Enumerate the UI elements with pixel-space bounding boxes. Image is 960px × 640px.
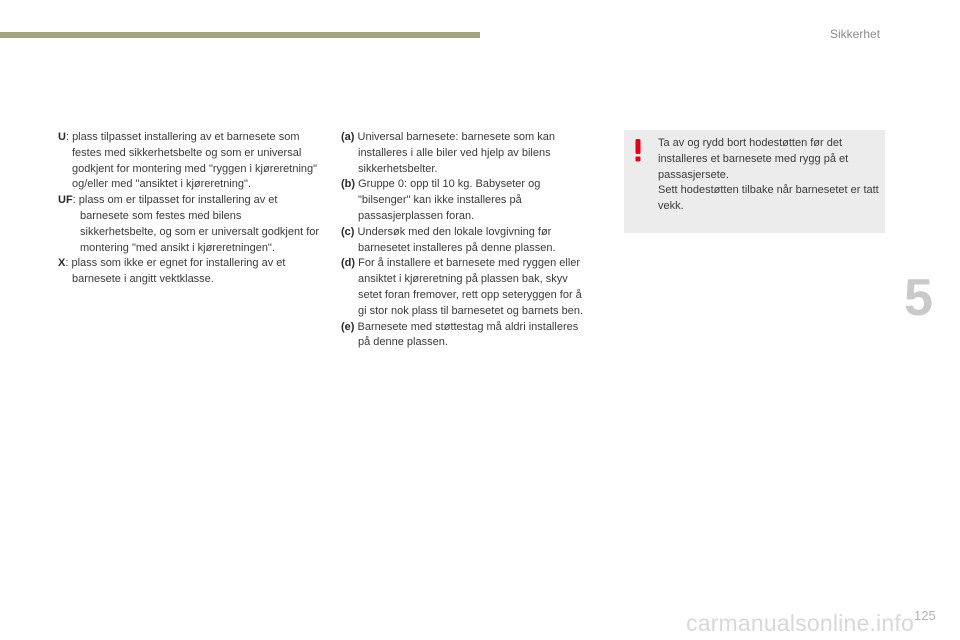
definition-key: U	[58, 131, 66, 143]
note-key: (a)	[341, 131, 355, 143]
note-c	[341, 225, 586, 257]
note-text: Universal barnesete: barnesete som kan installeres i alle biler ved hjelp av bilens sikkerhetsbelter.	[354, 131, 556, 175]
header-accent-bar	[0, 32, 480, 38]
note-text: Barnesete med støttestag må aldri installeres på denne plassen.	[354, 320, 579, 349]
definition-u	[58, 130, 320, 193]
notes-column	[341, 130, 586, 351]
note-text: For å installere et barnesete med ryggen eller ansiktet i kjøreretning på plassen bak, skyv setet foran fremover, rett opp seteryggen for å gi stor nok plass til barnesetet og barnets ben.	[355, 257, 584, 317]
exclamation-icon	[634, 138, 642, 162]
note-d	[341, 256, 586, 319]
note-text: Undersøk med den lokale lovgivning før barnesetet installeres på denne plassen.	[354, 225, 556, 254]
definition-key: UF	[58, 194, 73, 207]
note-b	[341, 177, 586, 224]
warning-text	[658, 136, 880, 215]
page-number: 125	[914, 608, 936, 623]
note-key: (c)	[341, 225, 355, 238]
note-text: Gruppe 0: opp til 10 kg. Babyseter og "bilsenger" kan ikke installeres på passasjerplassen foran.	[355, 178, 541, 222]
warning-line-2: Sett hodestøtten tilbake når barnesetet er tatt vekk.	[658, 184, 879, 213]
section-title: Sikkerhet	[830, 27, 881, 41]
definition-uf	[58, 193, 320, 256]
definition-text: : plass som ikke er egnet for installering av et barnesete i angitt vektklasse.	[65, 257, 286, 286]
definitions-column	[58, 130, 320, 288]
definition-key: X	[58, 257, 66, 270]
note-key: (b)	[341, 178, 356, 191]
definition-text: : plass tilpasset installering av et barnesete som festes med sikkerhetsbelte og som er universal godkjent for montering med "ryggen i kjøreretning" og/eller med "ansiktet i kjøreretning".	[65, 131, 318, 191]
warning-box	[624, 130, 885, 233]
note-e	[341, 320, 586, 352]
definition-x	[58, 256, 320, 288]
watermark: carmanualsonline.info	[686, 610, 914, 636]
note-key: (d)	[341, 257, 356, 270]
chapter-number: 5	[904, 269, 933, 327]
warning-line-1: Ta av og rydd bort hodestøtten før det installeres et barnesete med rygg på et passasjersete.	[658, 137, 849, 181]
note-a	[341, 130, 586, 177]
note-key: (e)	[341, 320, 355, 333]
definition-text: : plass om er tilpasset for installering av et barnesete som festes med bilens sikkerhetsbelte, og som er universalt godkjent for montering "med ansikt i kjøreretningen".	[72, 194, 320, 254]
